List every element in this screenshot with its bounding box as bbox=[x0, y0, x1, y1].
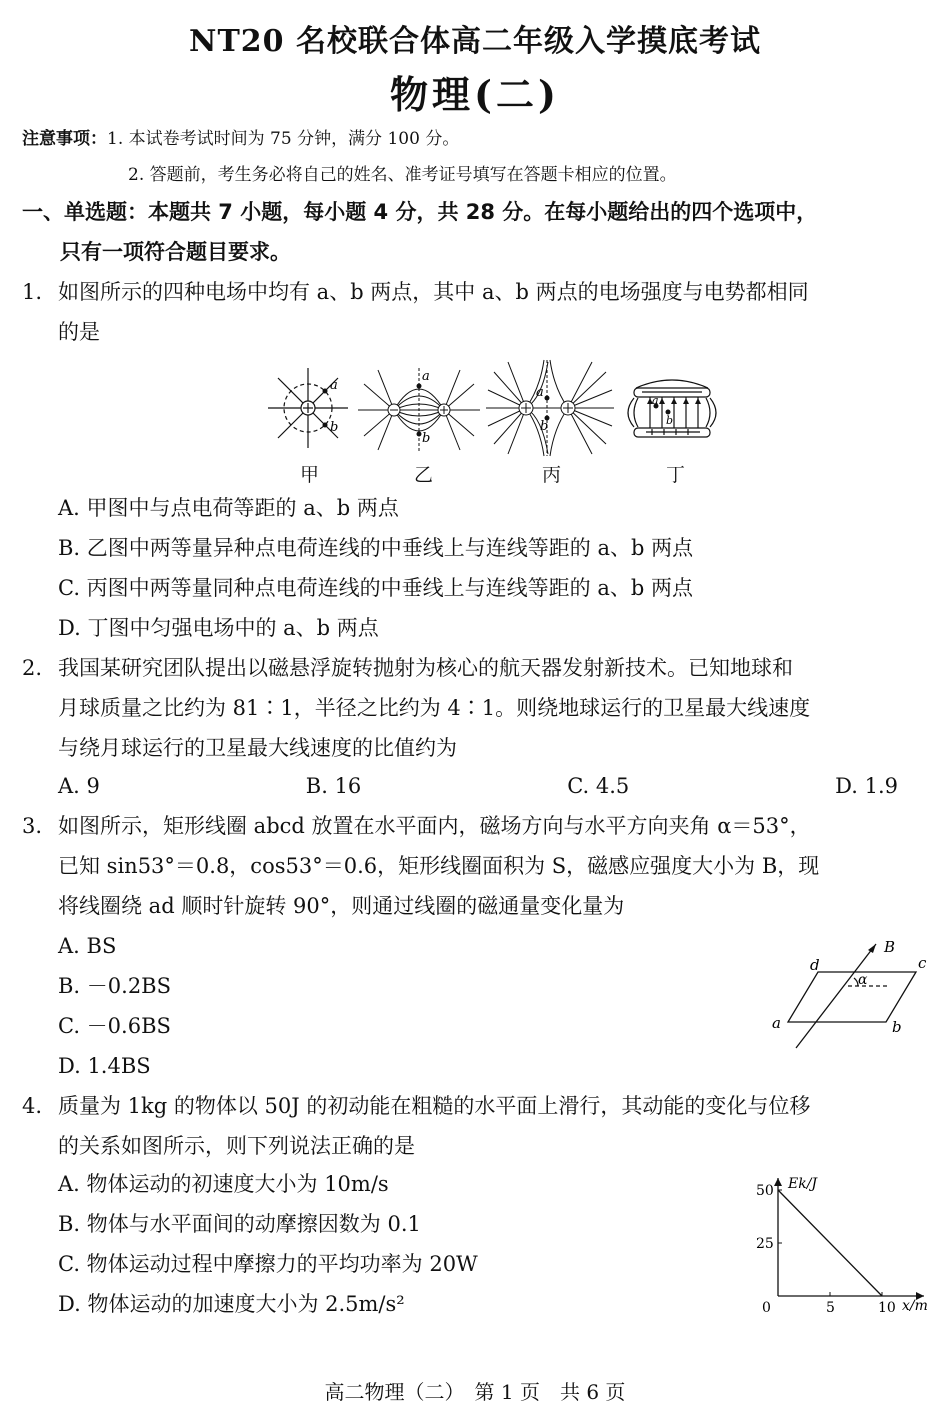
page-footer: 高二物理（二） 第 1 页 共 6 页 bbox=[324, 1380, 626, 1404]
figure-caption-yi: 乙 bbox=[414, 464, 434, 486]
x-axis-label: x/m bbox=[902, 1298, 928, 1314]
notice-item-2: 2. 答题前，考生务必将自己的姓名、准考证号填写在答题卡相应的位置。 bbox=[128, 165, 677, 185]
notice-line-1 bbox=[22, 124, 459, 149]
ek-x-chart bbox=[752, 1170, 938, 1316]
notice-label: 注意事项： bbox=[22, 129, 107, 149]
section-line-1: 一、单选题：本题共 7 小题，每小题 4 分，共 28 分。在每小题给出的四个选项中， bbox=[22, 200, 818, 224]
field-line bbox=[796, 944, 876, 1048]
figure-coil bbox=[766, 934, 936, 1054]
question-number: 4. bbox=[22, 1094, 43, 1118]
point-a-label: a bbox=[422, 369, 430, 384]
coil-rectangle bbox=[788, 972, 916, 1022]
subject-title: 物理(二) bbox=[390, 72, 560, 117]
label-b: b bbox=[892, 1018, 902, 1036]
option-a: A. BS bbox=[58, 934, 117, 958]
point-a-label: a bbox=[330, 378, 338, 393]
label-d: d bbox=[810, 956, 820, 974]
option-a: A. 9 bbox=[58, 774, 100, 798]
option-a: A. 物体运动的初速度大小为 10m/s bbox=[58, 1172, 389, 1196]
figure-caption-ding: 丁 bbox=[666, 464, 686, 486]
point-b-label: b bbox=[330, 420, 339, 435]
option-c: C. －0.6BS bbox=[58, 1014, 171, 1038]
question-2 bbox=[22, 648, 932, 768]
option-c: C. 4.5 bbox=[567, 774, 630, 798]
figure-jia bbox=[266, 366, 352, 452]
point-b-label: b bbox=[540, 419, 549, 434]
question-text: 的是 bbox=[58, 320, 100, 344]
option-d: D. 物体运动的加速度大小为 2.5m/s² bbox=[58, 1292, 405, 1316]
option-c: C. 丙图中两等量同种点电荷连线的中垂线上与连线等距的 a、b 两点 bbox=[58, 576, 693, 600]
option-d: D. 1.4BS bbox=[58, 1054, 151, 1078]
question-number: 2. bbox=[22, 656, 43, 680]
figure-bing bbox=[484, 358, 616, 458]
point-b-label: b bbox=[666, 414, 674, 427]
option-row bbox=[58, 766, 898, 806]
question-3 bbox=[22, 806, 932, 926]
option-b: B. －0.2BS bbox=[58, 974, 171, 998]
point-a-label: a bbox=[536, 385, 544, 400]
y-axis-label: Ek/J bbox=[788, 1176, 818, 1192]
question-text: 已知 sin53°＝0.8，cos53°＝0.6，矩形线圈面积为 S，磁感应强度大小为 B，现 bbox=[58, 854, 820, 878]
question-text: 如图所示，矩形线圈 abcd 放置在水平面内，磁场方向与水平方向夹角 α＝53°， bbox=[58, 814, 811, 838]
point-b-label: b bbox=[422, 431, 431, 446]
option-b: B. 物体与水平面间的动摩擦因数为 0.1 bbox=[58, 1212, 421, 1236]
x-tick-label: 5 bbox=[826, 1300, 835, 1316]
label-alpha: α bbox=[858, 972, 868, 988]
option-d: D. 1.9 bbox=[835, 774, 898, 798]
label-c: c bbox=[918, 954, 927, 972]
field-arrow-icon bbox=[868, 944, 876, 953]
question-text: 质量为 1kg 的物体以 50J 的初动能在粗糙的水平面上滑行，其动能的变化与位移 bbox=[58, 1094, 811, 1118]
series-line bbox=[778, 1190, 882, 1296]
point-a-label: a bbox=[652, 394, 659, 407]
y-tick-label: 25 bbox=[756, 1236, 774, 1252]
question-4 bbox=[22, 1086, 932, 1166]
question-text: 与绕月球运行的卫星最大线速度的比值约为 bbox=[58, 736, 457, 760]
figure-yi bbox=[356, 364, 482, 456]
question-number: 1. bbox=[22, 280, 43, 304]
option-b: B. 16 bbox=[305, 774, 362, 798]
option-a: A. 甲图中与点电荷等距的 a、b 两点 bbox=[58, 496, 399, 520]
question-text: 将线圈绕 ad 顺时针旋转 90°，则通过线圈的磁通量变化量为 bbox=[58, 894, 625, 918]
question-text: 我国某研究团队提出以磁悬浮旋转抛射为核心的航天器发射新技术。已知地球和 bbox=[58, 656, 793, 680]
notice-item-1: 1. 本试卷考试时间为 75 分钟，满分 100 分。 bbox=[107, 129, 460, 149]
question-number: 3. bbox=[22, 814, 43, 838]
y-axis-arrow-icon bbox=[774, 1178, 782, 1186]
question-1 bbox=[22, 272, 932, 352]
label-a: a bbox=[772, 1014, 781, 1032]
section-heading bbox=[22, 192, 937, 272]
option-b: B. 乙图中两等量异种点电荷连线的中垂线上与连线等距的 a、b 两点 bbox=[58, 536, 694, 560]
question-text: 的关系如图所示，则下列说法正确的是 bbox=[58, 1134, 415, 1158]
question-text: 月球质量之比约为 81∶1，半径之比约为 4∶1。则绕地球运行的卫星最大线速度 bbox=[58, 696, 811, 720]
figure-caption-bing: 丙 bbox=[542, 464, 562, 486]
section-line-2: 只有一项符合题目要求。 bbox=[60, 240, 291, 264]
option-c: C. 物体运动过程中摩擦力的平均功率为 20W bbox=[58, 1252, 478, 1276]
y-tick-label: 50 bbox=[756, 1183, 774, 1199]
figure-caption-jia: 甲 bbox=[300, 464, 320, 486]
x-tick-label: 0 bbox=[762, 1300, 771, 1316]
exam-title: NT20 名校联合体高二年级入学摸底考试 bbox=[189, 24, 761, 59]
x-tick-label: 10 bbox=[878, 1300, 896, 1316]
figure-ding bbox=[620, 368, 724, 458]
label-B: B bbox=[884, 938, 896, 956]
question-text: 如图所示的四种电场中均有 a、b 两点，其中 a、b 两点的电场强度与电势都相同 bbox=[58, 280, 809, 304]
option-d: D. 丁图中匀强电场中的 a、b 两点 bbox=[58, 616, 379, 640]
